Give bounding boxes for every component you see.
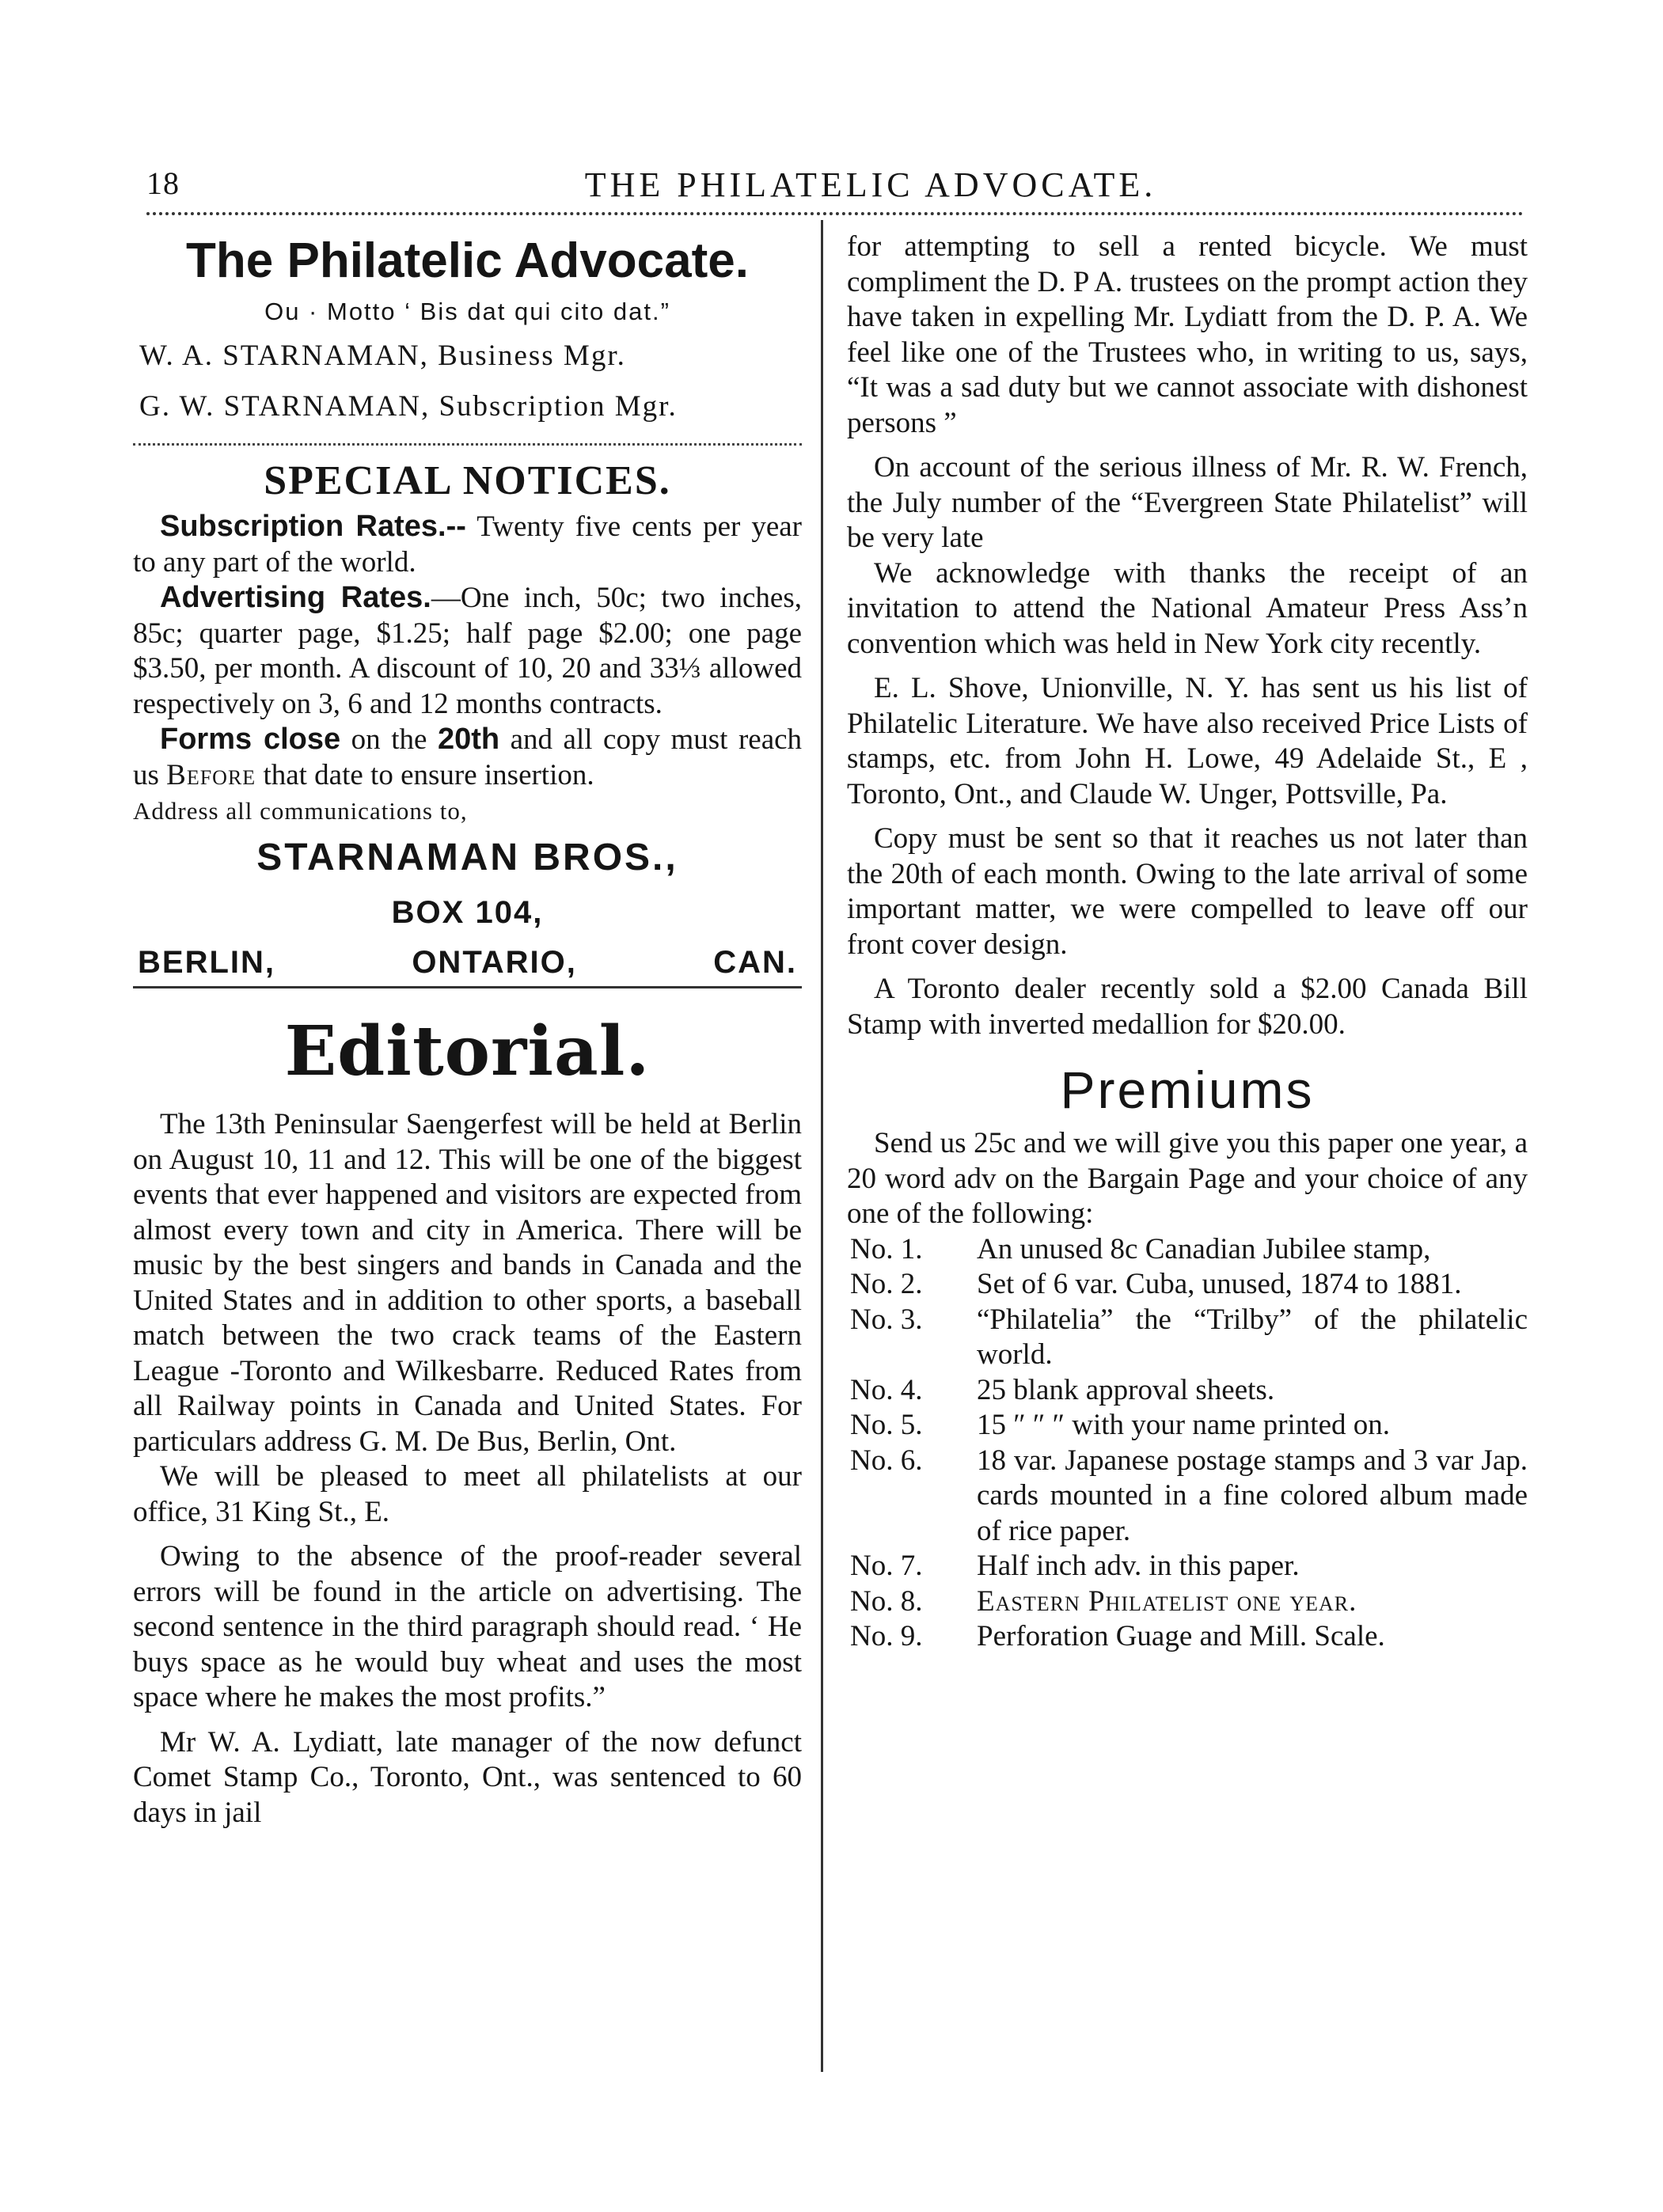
editorial-paragraph-invitation: We acknowledge with thanks the receipt of an invitation to attend the National Amateur Press Ass’n convention which was held in New York city recently.	[847, 556, 1528, 660]
masthead-motto: Ou · Motto ‘ Bis dat qui cito dat.”	[264, 298, 670, 325]
premium-text: Perforation Guage and Mill. Scale.	[977, 1620, 1385, 1652]
masthead-separator	[133, 443, 802, 446]
special-notices-title: SPECIAL NOTICES.	[264, 458, 671, 503]
running-title: THE PHILATELIC ADVOCATE.	[584, 165, 1157, 204]
editorial-paragraph-errata: Owing to the absence of the proof-reader several errors will be found in the article on advertising. The second sentence in the third paragraph should read. ‘ He buys space as he would buy wheat and uses the most space where he makes the most profits.”	[133, 1540, 802, 1713]
list-item	[847, 1444, 1528, 1550]
list-item	[847, 1408, 1528, 1444]
editorial-paragraph-price-lists: E. L. Shove, Unionville, N. Y. has sent us his list of Philatelic Literature. We have also received Price Lists of stamps, etc. from John H. Lowe, 49 Adelaide St., E , Toronto, Ont., and Claude W. Unger, Pottsville, Pa.	[847, 672, 1528, 810]
advertising-rates	[133, 580, 802, 722]
list-item	[847, 1549, 1528, 1584]
forms-close-text-b: that date to ensure insertion.	[263, 758, 594, 791]
editorial-title: Editorial.	[284, 1011, 651, 1091]
left-column	[133, 230, 802, 1831]
advertising-rates-text: —One inch, 50c; two inches, 85c; quarter page, $1.25; half page $2.00; one page $3.50, per month. A discount of 10, 20 and 33⅓ allowed respectively on 3, 6 and 12 months contracts.	[133, 582, 802, 720]
premium-number: No. 3.	[850, 1303, 923, 1336]
editorial-paragraph-french: On account of the serious illness of Mr. R. W. French, the July number of the “Evergreen State Philatelist” will be very late	[847, 451, 1528, 554]
address-city: BERLIN,	[138, 945, 275, 980]
list-item	[847, 1373, 1528, 1409]
editorial-paragraph-copy-deadline: Copy must be sent so that it reaches us not later than the 20th of each month. Owing to the late arrival of some important matter, we were compelled to leave off our front cover design.	[847, 822, 1528, 961]
premium-text: Half inch adv. in this paper.	[977, 1550, 1300, 1582]
premium-number: No. 6.	[850, 1444, 923, 1477]
premium-text: 15 ″ ″ ″ with your name printed on.	[977, 1409, 1391, 1441]
editorial-paragraph-lydiatt-end: for attempting to sell a rented bicycle. We must compliment the D. P A. trustees on the prompt action they have taken in expelling Mr. Lydiatt from the D. P. A. We feel like one of the Trustees who, in writing to us, says, “It was a sad duty but we cannot associate with dishonest persons ”	[847, 230, 1528, 439]
premium-number: No. 5.	[850, 1409, 923, 1441]
premium-text: 25 blank approval sheets.	[977, 1373, 1275, 1406]
editorial-paragraph-bill-stamp: A Toronto dealer recently sold a $2.00 Canada Bill Stamp with inverted medallion for $20.00.	[847, 973, 1528, 1041]
premium-number: No. 2.	[850, 1268, 923, 1300]
forms-close	[133, 722, 802, 793]
forms-close-date: 20th	[437, 723, 500, 756]
premium-list	[847, 1232, 1528, 1655]
editorial-paragraph-saengerfest: The 13th Peninsular Saengerfest will be held at Berlin on August 10, 11 and 12. This will be one of the biggest events that ever happened and visitors are expected from almost every town and city in America. There will be music by the best singers and bands in Canada and the United States and in addition to other sports, a baseball match between the two crack teams of the Eastern League -Toronto and Wilkesbarre. Reduced Rates from all Railway points in Canada and United States. For particulars address G. M. De Bus, Berlin, Ont.	[133, 1108, 802, 1458]
premium-number: No. 1.	[850, 1232, 923, 1265]
premium-text: Set of 6 var. Cuba, unused, 1874 to 1881.	[977, 1268, 1462, 1300]
editorial-paragraph-office: We will be pleased to meet all philatelists at our office, 31 King St., E.	[133, 1460, 802, 1528]
firm-name: STARNAMAN BROS.,	[256, 837, 678, 878]
premium-number: No. 9.	[850, 1620, 923, 1652]
right-column	[847, 230, 1528, 1655]
address-country: CAN.	[713, 945, 797, 980]
box-number: BOX 104,	[391, 895, 544, 930]
address-city-row	[133, 939, 802, 988]
list-item	[847, 1267, 1528, 1303]
subscription-rates-label: Subscription Rates.--	[160, 510, 466, 543]
list-item	[847, 1619, 1528, 1655]
premium-number: No. 7.	[850, 1550, 923, 1582]
address-intro: Address all communications to,	[133, 797, 468, 825]
header-rule	[146, 212, 1524, 215]
page-header	[146, 158, 1524, 214]
premium-text: 18 var. Japanese postage stamps and 3 var Jap. cards mounted in a fine colored album made of rice paper.	[977, 1444, 1528, 1547]
premiums-intro: Send us 25c and we will give you this paper one year, a 20 word adv on the Bargain Page and your choice of any one of the following:	[847, 1127, 1528, 1230]
page-number: 18	[146, 165, 180, 201]
list-item	[847, 1584, 1528, 1620]
subscription-rates-text: Twenty five cents per year to any part of the world.	[133, 510, 802, 579]
forms-close-text-a: and all copy must reach us	[133, 723, 803, 791]
forms-close-mid: on the	[351, 723, 427, 756]
forms-close-label: Forms close	[160, 723, 341, 756]
premiums-title: Premiums	[1060, 1060, 1315, 1119]
column-divider	[821, 220, 823, 2072]
premium-text: An unused 8c Canadian Jubilee stamp,	[977, 1232, 1431, 1265]
advertising-rates-label: Advertising Rates.	[160, 581, 431, 614]
masthead-title: The Philatelic Advocate.	[186, 233, 749, 288]
subscription-manager: G. W. STARNAMAN, Subscription Mgr.	[139, 390, 678, 423]
editorial-paragraph-lydiatt-start: Mr W. A. Lydiatt, late manager of the now defunct Comet Stamp Co., Toronto, Ont., was sentenced to 60 days in jail	[133, 1725, 802, 1829]
forms-close-before: Before	[166, 758, 256, 791]
premium-number: No. 4.	[850, 1373, 923, 1406]
list-item	[847, 1232, 1528, 1268]
premium-text: “Philatelia” the “Trilby” of the philatelic world.	[977, 1303, 1528, 1371]
list-item	[847, 1303, 1528, 1373]
subscription-rates	[133, 509, 802, 580]
premium-text: Eastern Philatelist one year.	[977, 1584, 1357, 1618]
business-manager: W. A. STARNAMAN, Business Mgr.	[139, 340, 626, 372]
address-province: ONTARIO,	[412, 945, 577, 980]
premium-number: No. 8.	[850, 1584, 923, 1618]
